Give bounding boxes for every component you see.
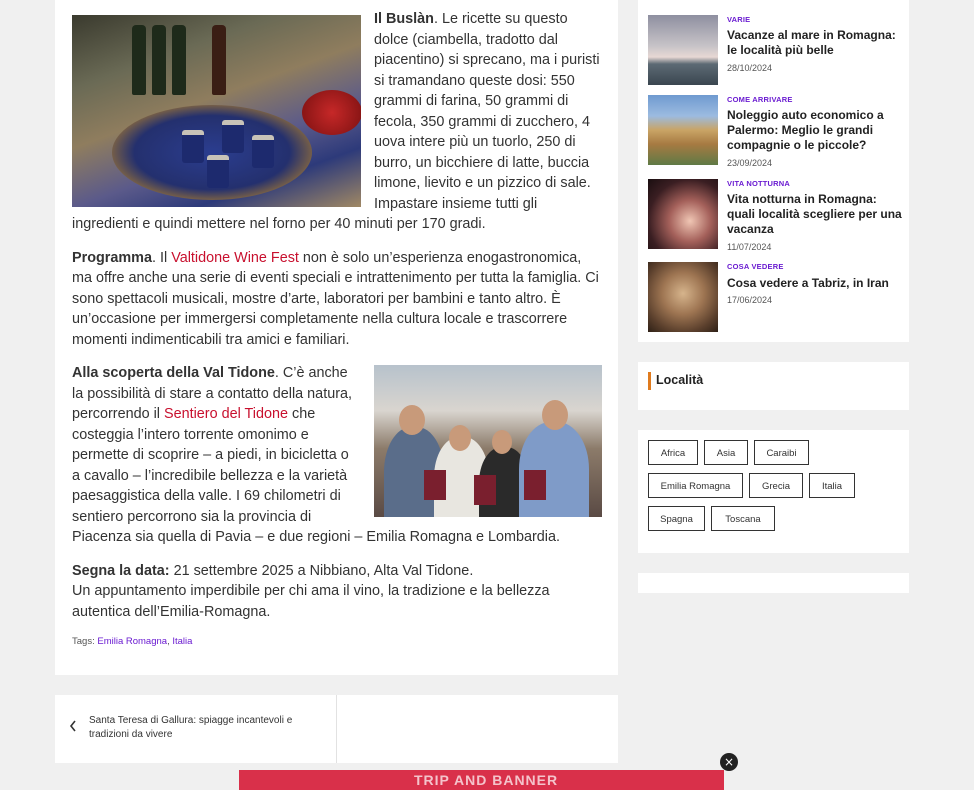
head-shape: [542, 400, 568, 430]
sidebar-post[interactable]: [648, 179, 903, 252]
post-title[interactable]: Vacanze al mare in Romagna: le località più belle: [727, 28, 896, 57]
tag-button-caraibi[interactable]: Caraibi: [754, 440, 809, 465]
previous-post-title: Santa Teresa di Gallura: spiagge incantevoli e tradizioni da vivere: [89, 715, 293, 740]
bottle-shape: [132, 25, 146, 95]
jar-shape: [252, 135, 274, 168]
paragraph-text: Un appuntamento imperdibile per chi ama il vino, la tradizione e la bellezza autentica dell’Emilia-Romagna.: [72, 583, 550, 620]
wine-bag-shape: [474, 475, 496, 505]
head-shape: [399, 405, 425, 435]
post-date: 11/07/2024: [727, 242, 772, 252]
article-card: [55, 0, 618, 675]
post-date: 17/06/2024: [727, 295, 773, 305]
tags-label: Tags:: [72, 636, 98, 647]
tag-button-italia[interactable]: Italia: [809, 473, 855, 498]
post-title[interactable]: Vita notturna in Romagna: quali località scegliere per una vacanza: [727, 192, 902, 236]
paragraph-text: . C’è anche la possibilità di stare a contatto della natura, percorrendo il: [72, 365, 352, 422]
ad-banner[interactable]: [239, 770, 724, 790]
paragraph-text: non è solo un’esperienza enogastronomica, ma offre anche una serie di eventi speciali e intrattenimento per tutta la famiglia. Ci sono spettacoli musicali, mostre d’arte, laboratori per bambini e tanto altro. È un’occasione per immergersi completamente nella cultura locale e trascorrere momenti indimenticabili tra amici e familiari.: [72, 249, 599, 348]
nav-divider: [336, 695, 337, 763]
bottle-shape: [152, 25, 166, 95]
paragraph-text: . Le ricette su questo dolce (ciambella, tradotto dal piacentino) si sprecano, ma i puristi si tramandano queste dosi: 550 grammi di farina, 50 grammi di fecola, 350 grammi di zucchero, 4 uova intere più un tuorlo, 250 di burro, un bicchiere di latte, buccia limone, lievito e un pizzico di sale. Impastare insieme tutti gli ingredienti e quindi mettere nel forno per 40 minuti per 170 gradi.: [72, 11, 600, 232]
heading-accent-bar: [648, 372, 651, 390]
close-icon: ×: [723, 755, 735, 769]
red-berries-shape: [302, 90, 361, 135]
sidebar-recent-posts: [638, 0, 909, 342]
post-date: 23/09/2024: [727, 158, 773, 168]
wine-bag-shape: [424, 470, 446, 500]
sidebar-post-partial[interactable]: [648, 0, 903, 2]
ad-close-button[interactable]: [720, 753, 738, 771]
tag-button-grecia[interactable]: Grecia: [749, 473, 803, 498]
paragraph-val-tidone: [72, 363, 602, 548]
paragraph-text: . Il: [151, 249, 172, 266]
localita-widget-header: [638, 362, 909, 410]
tags-separator: ,: [167, 636, 173, 647]
post-title[interactable]: Cosa vedere a Tabriz, in Iran: [727, 276, 889, 290]
post-thumbnail[interactable]: [648, 179, 718, 249]
jar-shape: [182, 130, 204, 163]
paragraph-title: Programma: [72, 249, 152, 266]
paragraph-title: Alla scoperta della Val Tidone: [72, 365, 275, 381]
post-date: 28/10/2024: [727, 63, 773, 73]
bottle-shape: [172, 25, 186, 95]
article-body: [72, 9, 602, 649]
tag-link-emilia-romagna[interactable]: Emilia Romagna: [97, 636, 168, 647]
valtidone-wine-fest-link[interactable]: Valtidone Wine Fest: [171, 249, 299, 266]
sentiero-del-tidone-link[interactable]: Sentiero del Tidone: [164, 406, 289, 422]
wine-bag-shape: [524, 470, 546, 500]
bottle-shape: [212, 25, 226, 95]
head-shape: [449, 425, 471, 451]
post-thumbnail[interactable]: [648, 262, 718, 332]
article-tags: [72, 635, 602, 649]
paragraph-text: 21 settembre 2025 a Nibbiano, Alta Val Tidone.: [169, 562, 474, 579]
paragraph-buslan: [72, 9, 602, 235]
paragraph-programma: [72, 248, 602, 351]
tag-link-italia[interactable]: Italia: [172, 636, 193, 647]
paragraph-title: Segna la data:: [72, 562, 170, 579]
sidebar-empty-widget: [638, 573, 909, 593]
ad-banner-text: TRIP AND BANNER: [414, 772, 559, 788]
tag-button-toscana[interactable]: Toscana: [711, 506, 775, 531]
tag-button-asia[interactable]: Asia: [704, 440, 748, 465]
localita-tag-cloud: [638, 430, 909, 553]
head-shape: [492, 430, 512, 454]
post-category[interactable]: COME ARRIVARE: [727, 95, 793, 104]
tag-button-spagna[interactable]: Spagna: [648, 506, 705, 531]
paragraph-text: che costeggia l’intero torrente omonimo e permette di scoprire – a piedi, in bicicletta o a cavallo – l’incredibile bellezza e la varietà paesaggistica della valle. I 69 chilometri di sentiero percorrono sia la provincia di Piacenza sia quella di Pavia – e due regioni – Emilia Romagna e Lombardia.: [72, 406, 560, 545]
previous-post-link[interactable]: [55, 695, 335, 763]
sidebar-post[interactable]: [648, 15, 903, 85]
chevron-left-icon: [69, 719, 77, 733]
sidebar-post[interactable]: [648, 95, 903, 168]
post-category[interactable]: COSA VEDERE: [727, 262, 784, 271]
post-category[interactable]: VITA NOTTURNA: [727, 179, 791, 188]
post-title[interactable]: Noleggio auto economico a Palermo: Meglio le grandi compagnie o le piccole?: [727, 108, 884, 152]
post-thumbnail[interactable]: [648, 95, 718, 165]
festival-people-image: [374, 365, 602, 517]
localita-heading: Località: [656, 373, 704, 387]
paragraph-title: Il Buslàn: [374, 11, 434, 27]
jar-shape: [222, 120, 244, 153]
paragraph-segna-data: [72, 561, 602, 623]
post-category[interactable]: VARIE: [727, 15, 751, 24]
sidebar-post[interactable]: [648, 262, 903, 332]
tag-button-africa[interactable]: Africa: [648, 440, 698, 465]
post-navigation: [55, 695, 618, 763]
tag-button-emilia-romagna[interactable]: Emilia Romagna: [648, 473, 743, 498]
jam-stand-image: [72, 15, 361, 207]
post-thumbnail[interactable]: [648, 15, 718, 85]
jar-shape: [207, 155, 229, 188]
